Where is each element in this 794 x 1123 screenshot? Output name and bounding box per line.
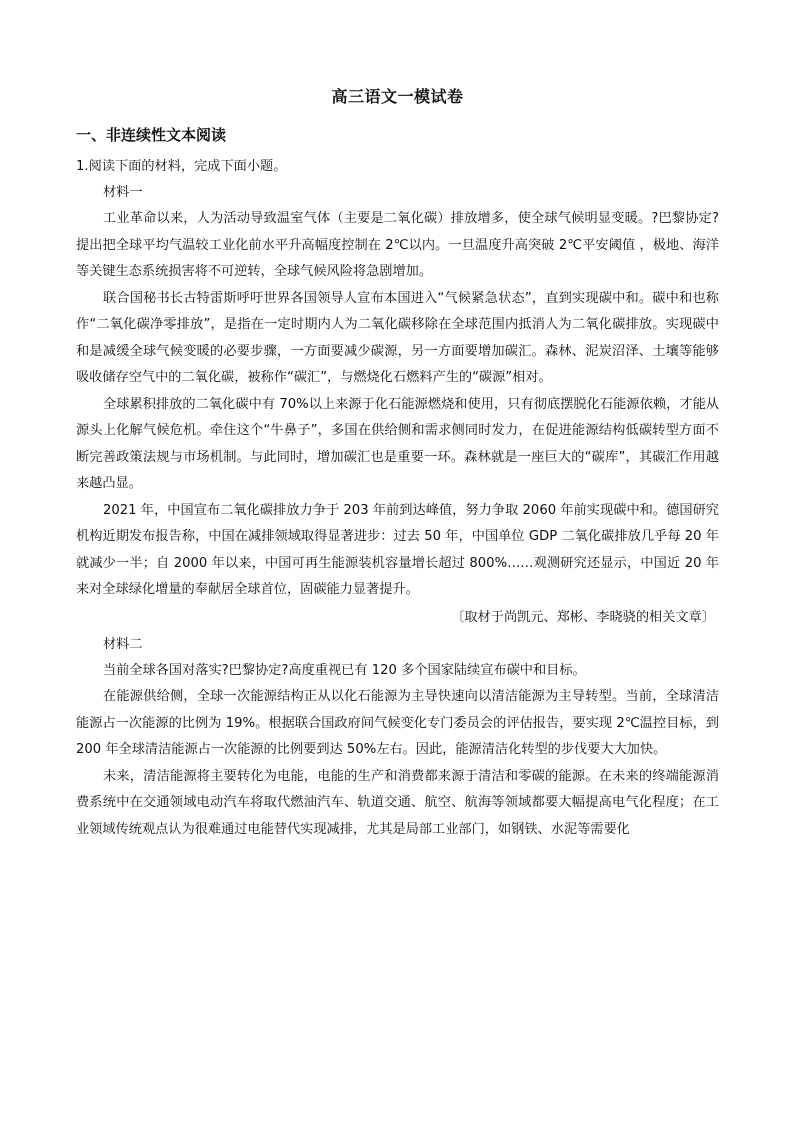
material-two-paragraph-1: 当前全球各国对落实?巴黎协定?高度重视已有 120 多个国家陆续宣布碳中和目标。 bbox=[103, 662, 586, 678]
material-two-paragraph-2: 在能源供给侧，全球一次能源结构正从以化石能源为主导快速向以清洁能源为主导转型。当前，全球清洁能源占一次能源的比例为 19%。根据联合国政府间气候变化专门委员会的评估报告，要实现 2℃温控目标，到 200 年全球清洁能源占一次能源的比例要到达 50%左右。因此，能源清洁化转型的步伐要大大加快。 bbox=[76, 689, 719, 757]
page-content bbox=[76, 84, 719, 843]
material-one-label: 材料一 bbox=[103, 185, 143, 200]
material-one-source: 〔取材于尚凯元、郑彬、李晓骁的相关文章〕 bbox=[451, 609, 715, 625]
section-heading: 一、非连续性文本阅读 bbox=[76, 126, 227, 144]
material-two-label: 材料二 bbox=[103, 636, 143, 652]
material-one-paragraph-3: 全球累积排放的二氧化碳中有 70%以上来源于化石能源燃烧和使用，只有彻底摆脱化石能源依赖，才能从源头上化解气候危机。牵住这个“牛鼻子”，多国在供给侧和需求侧同时发力，在促进能源结构低碳转型方面不断完善政策法规与市场机制。与此同时，增加碳汇也是重要一环。森林就是一座巨大的“碳库”，其碳汇作用越来越凸显。 bbox=[76, 396, 719, 491]
page-title: 高三语文一模试卷 bbox=[331, 87, 464, 106]
material-one-paragraph-1: 工业革命以来，人为活动导致温室气体（主要是二氧化碳）排放增多，使全球气候明显变暖。?巴黎协定?提出把全球平均气温较工业化前水平升高幅度控制在 2℃以内。一旦温度升高突破 2℃平安阈值 ，极地、海洋等关键生态系统损害将不可逆转，全球气候风险将急剧增加。 bbox=[76, 211, 719, 279]
material-one-paragraph-2: 联合国秘书长古特雷斯呼吁世界各国领导人宣布本国进入“气候紧急状态”，直到实现碳中和。碳中和也称作“二氧化碳净零排放”，是指在一定时期内人为二氧化碳移除在全球范围内抵消人为二氧化碳排放。实现碳中和是减缓全球气候变暖的必要步骤，一方面要减少碳源，另一方面要增加碳汇。森林、泥炭沼泽、土壤等能够吸收储存空气中的二氧化碳，被称作“碳汇”，与燃烧化石燃料产生的“碳源”相对。 bbox=[76, 290, 719, 385]
question-prompt: 1.阅读下面的材料，完成下面小题。 bbox=[76, 159, 287, 174]
material-one-paragraph-4: 2021 年，中国宣布二氧化碳排放力争于 203 年前到达峰值，努力争取 2060 年前实现碳中和。德国研究机构近期发布报告称，中国在减排领域取得显著进步：过去 50 年，中国单位 GDP 二氧化碳排放几乎每 20 年就减少一半；自 2000 年以来，中国可再生能源装机容量增长超过 800%……观测研究还显示，中国近 20 年来对全球绿化增量的奉献居全球首位，固碳能力显著提升。 bbox=[76, 502, 719, 597]
material-two-paragraph-3: 未来，清洁能源将主要转化为电能，电能的生产和消费都来源于清洁和零碳的能源。在未来的终端能源消费系统中在交通领域电动汽车将取代燃油汽车、轨道交通、航空、航海等领域都要大幅提高电气化程度；在工业领域传统观点认为很难通过电能替代实现减排，尤其是局部工业部门，如钢铁、水泥等需要化 bbox=[76, 768, 719, 837]
